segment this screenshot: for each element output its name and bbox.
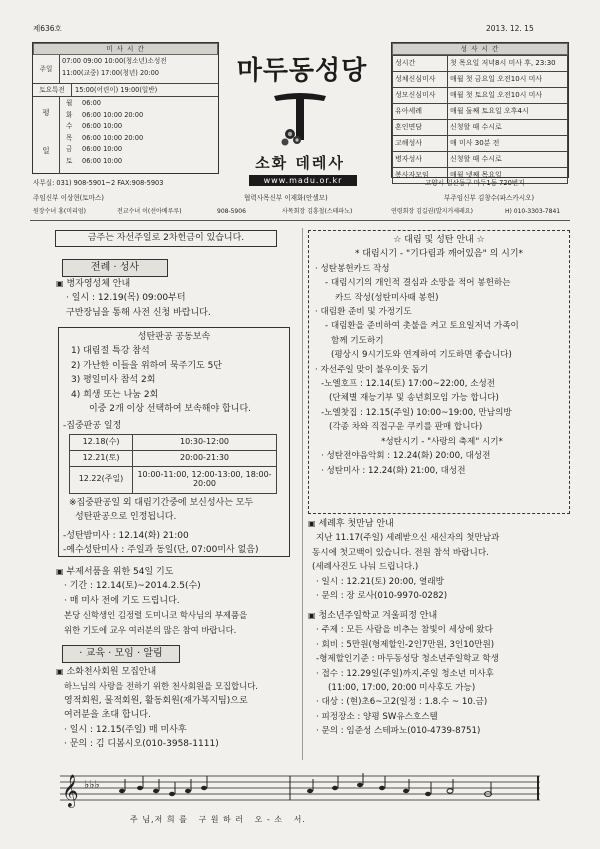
- schedule-table: [69, 434, 277, 494]
- advent-line: -노엘호프 : 12.14(토) 17:00~22:00, 소성전: [321, 379, 496, 390]
- section-liturgy-header: 전례 · 성사: [62, 259, 168, 277]
- youth-line: (11:00, 17:00, 20:00 미사후도 가능): [328, 683, 476, 694]
- youth-line: · 피정장소 : 양평 SW유스호스텔: [316, 711, 438, 722]
- advent-line: (평상시 9시기도와 연계하여 기도하면 좋습니다): [331, 350, 512, 361]
- christmas-day-mass: -예수성탄미사 : 주일과 동일(단, 07:00미사 없음): [63, 545, 259, 556]
- church-name: 마두동성당: [236, 56, 368, 86]
- issue-date: 2013. 12. 15: [486, 24, 534, 33]
- schedule-row: 12.18(수) 10:30-12:00: [70, 434, 277, 450]
- advent-line: -노엘찻집 : 12.15(주일) 10:00~19:00, 만남의방: [321, 407, 512, 418]
- advent-title: ☆ 대림 및 성탄 안내 ☆: [393, 235, 485, 245]
- diaconate-prayer-notice: [56, 565, 296, 637]
- baptism-line: 동시에 첫고백이 있습니다. 전원 참석 바랍니다.: [312, 547, 489, 558]
- advent-line: (각종 차와 직접구운 쿠키를 판매 합니다): [329, 422, 483, 433]
- advent-line: - 대림환을 준비하여 촛불을 켜고 토요일저녁 가족이: [325, 321, 519, 332]
- baptism-notice: [308, 517, 570, 603]
- weekday-block: [33, 97, 218, 174]
- sacraments-box: [391, 42, 569, 178]
- cross-logo: [270, 88, 330, 152]
- jubilee-footnote: 성탄판공으로 인정됩니다.: [75, 512, 177, 523]
- youth-title: 청소년주일학교 겨울피정 안내: [318, 611, 438, 621]
- schedule-row: 12.21(토) 20:00-21:30: [70, 450, 277, 466]
- issue-number: 제636호: [33, 24, 62, 33]
- sunday-label: 주일: [33, 55, 60, 83]
- mass-times-box: [32, 42, 219, 174]
- diaconate-line: · 매 미사 전에 기도 드립니다.: [64, 595, 180, 606]
- weekday-row: 토 06:00 10:00: [66, 156, 123, 165]
- saturday-times: 15:00(어린이) 19:00(일반): [75, 86, 158, 94]
- angels-line: · 문의 : 김 디봄시오(010-3958-1111): [64, 739, 219, 750]
- square-bullet-icon: ▣: [56, 279, 64, 288]
- advent-line: · 성탄전야음악회 : 12.24(화) 20:00, 대성전: [321, 451, 491, 462]
- jubilee-item: 2) 가난한 이들을 위하여 묵주기도 5단: [71, 360, 222, 371]
- music-staff: [60, 770, 540, 812]
- svg-text:♭♭♭: ♭♭♭: [84, 778, 100, 791]
- assistant-priest: 협력사목신부 이재화(안셀모): [244, 194, 328, 202]
- angels-title: 소화천사회원 모집안내: [66, 667, 157, 677]
- anointing-line: 구반장님을 통해 사전 신청 바랍니다.: [66, 307, 211, 318]
- column-divider: [302, 228, 303, 760]
- advent-line: · 자선주일 맞이 불우이웃 돕기: [315, 364, 429, 375]
- mass-times-title: 미 사 시 간: [33, 43, 218, 55]
- website-link[interactable]: www.madu.or.kr: [249, 175, 357, 186]
- angels-line: · 일시 : 12.15(주일) 매 미사후: [64, 724, 187, 735]
- sacrament-row: 고해성사 매 미사 30분 전: [393, 136, 568, 152]
- pastor: 주임신부 이상현(토마스): [33, 194, 104, 202]
- sacrament-row: 유아세례 매월 둘째 토요일 오후4시: [393, 104, 568, 120]
- church-patron: 소화 데레사: [255, 154, 345, 172]
- baptism-line: · 문의 : 장 로사(010-9970-0282): [316, 591, 448, 602]
- sunday-line: 07:00 09:00 10:00(청소년)소성전: [62, 57, 167, 65]
- anointing-title: 병자영성체 안내: [66, 279, 131, 289]
- sacrament-row: 혼인면담 신청할 때 수시로: [393, 120, 568, 136]
- angels-line: 영적회원, 물적회원, 활동회원(재가복지팀)으로: [64, 695, 248, 706]
- angels-line: 여러분을 초대 합니다.: [64, 710, 151, 721]
- sacrament-row: 봉사자모임 매월 넷째 목요일: [393, 168, 568, 184]
- diaconate-line: · 기간 : 12.14(토)~2014.2.5(수): [64, 581, 201, 592]
- sacrament-row: 성모신심미사 매월 첫 토요일 오전10시 미사: [393, 88, 568, 104]
- baptism-line: 지난 11.17(주일) 세례받으신 새신자의 첫만남과: [316, 533, 500, 544]
- jubilee-box: [58, 327, 290, 557]
- weekday-row: 목 06:00 10:00 20:00: [66, 133, 144, 142]
- sacraments-table: [392, 55, 568, 184]
- advent-line: 함께 기도하기: [331, 335, 384, 346]
- baptism-line: · 일시 : 12.21(토) 20:00, 열래방: [316, 576, 444, 587]
- advent-subtitle: * 대림시기 - "기다림과 깨어있음" 의 시기*: [354, 249, 524, 260]
- baptism-title: 세례후 첫만남 안내: [318, 519, 394, 529]
- svg-text:𝄞: 𝄞: [62, 774, 79, 807]
- associate-priest: 부주임신부 김창수(파스카시오): [444, 194, 535, 202]
- jubilee-footnote: ※집중판공일 외 대림기간중에 보신성사는 모두: [69, 497, 254, 508]
- sacrament-row: 성체신심미사 매월 첫 금요일 오전10시 미사: [393, 72, 568, 88]
- sacrament-row: 성시간 첫 목요일 저녁8시 미사 후, 23:30: [393, 56, 568, 72]
- anointing-line: · 일시 : 12.19(목) 09:00부터: [66, 293, 186, 304]
- funeral-president: 연령회장 김길권(발지거세레요): [391, 208, 473, 215]
- advent-line: 카드 작성(성탄미사때 봉헌): [335, 292, 439, 303]
- square-bullet-icon: ▣: [56, 567, 64, 576]
- advent-line: (단체별 재능기부 및 송년회모임 가능 합니다): [329, 393, 499, 404]
- youth-retreat-notice: [308, 609, 570, 739]
- youth-line: · 주제 : 모든 사람을 비추는 참빛이 세상에 왔다: [316, 625, 493, 636]
- square-bullet-icon: ▣: [308, 519, 316, 528]
- schedule-title: -집중판공 일정: [63, 421, 122, 432]
- header-divider: [30, 220, 570, 221]
- diaconate-line: 본당 신학생인 김정렬 도미니코 학사님의 부제품을: [64, 610, 248, 621]
- christmas-eve-mass: -성탄밤미사 : 12.14(화) 21:00: [63, 530, 189, 541]
- baptism-line: (세례사진도 나눠 드립니다.): [312, 562, 419, 573]
- mission-sister: 전교수녀 이(선아베루루): [117, 208, 182, 215]
- youth-line: · 회비 : 5만원(형제할인-2인7만원, 3인10만원): [316, 639, 495, 650]
- weekday-row: 월 06:00: [66, 99, 102, 107]
- superior-sister: 원장수녀 홍(미리엄): [33, 208, 86, 215]
- council-president: 사목회장 김흥철(스테파노): [282, 208, 353, 215]
- youth-line: -형제할인기준 : 마두동성당 청소년주일학교 학생: [316, 654, 499, 665]
- weekday-label-bottom: 일: [42, 146, 50, 155]
- weekday-row: 수 06:00 10:00: [66, 122, 123, 130]
- sunday-line: 11:00(교중) 17:00(청년) 20:00: [62, 68, 159, 77]
- square-bullet-icon: ▣: [308, 611, 316, 620]
- square-bullet-icon: ▣: [56, 667, 64, 676]
- advent-box: [308, 230, 570, 514]
- advent-line: · 대림환 준비 및 가정기도: [315, 307, 412, 318]
- sunday-row: [33, 55, 218, 84]
- office-contact: 사무실: 031) 908-5901~2 FAX:908-5903: [33, 179, 164, 187]
- angels-notice: [56, 665, 300, 751]
- anointing-notice: [56, 277, 296, 320]
- church-address: 고양시 일산동구 마두1동 720번지: [425, 179, 525, 187]
- jubilee-item: 4) 희생 또는 나눔 2회: [71, 389, 159, 400]
- hymn-lyrics: 주 님,저 희 를 구 원 하 러 오 - 소 서.: [130, 815, 306, 824]
- weekday-label-top: 평: [42, 108, 50, 117]
- jubilee-title: 성탄판공 공동보속: [137, 332, 211, 342]
- diaconate-line: 위한 기도에 교우 여러분의 많은 참여 바랍니다.: [64, 624, 237, 635]
- charity-notice: 금주는 자선주일로 2차헌금이 있습니다.: [55, 230, 277, 247]
- angels-line: 하느님의 사랑을 전하기 위한 천사회원을 모집합니다.: [64, 681, 258, 692]
- youth-line: · 대상 : (현)초6~고2(일정 : 1.8.수 ~ 10.금): [316, 697, 488, 708]
- sacrament-row: 병자성사 신청할 때 수시로: [393, 152, 568, 168]
- saturday-row: [33, 84, 218, 97]
- jubilee-note: 이중 2개 이상 선택하여 보속해야 합니다.: [89, 404, 251, 415]
- sister-phone: 908-5906: [217, 208, 246, 215]
- saturday-label: 토요특전: [33, 84, 72, 96]
- sacraments-title: 성 사 시 간: [392, 43, 568, 55]
- advent-line: · 성탄봉헌카드 작성: [315, 263, 390, 274]
- funeral-phone: H) 010-3303-7841: [505, 208, 561, 215]
- youth-line: · 접수 : 12.29일(주일)까지,주일 청소년 미사후: [316, 668, 494, 679]
- jubilee-item: 1) 대림절 특강 참석: [71, 346, 150, 357]
- advent-line: - 대림시기의 개인적 결심과 소망을 적어 봉헌하는: [325, 278, 511, 289]
- schedule-row: 12.22(주일) 10:00-11:00, 12:00-13:00, 18:00-20:00: [70, 466, 277, 493]
- weekday-row: 화 06:00 10:00 20:00: [66, 110, 144, 119]
- diaconate-title: 부제서품을 위한 54일 기도: [66, 567, 174, 577]
- advent-line: *성탄시기 - "사랑의 축제" 시기*: [381, 436, 503, 447]
- youth-line: · 문의 : 임준성 스테파노(010-4739-8751): [316, 726, 481, 737]
- advent-line: · 성탄미사 : 12.24(화) 21:00, 대성전: [321, 465, 466, 476]
- jubilee-item: 3) 평일미사 참석 2회: [71, 375, 156, 386]
- section-education-header: · 교육 · 모임 · 알림: [62, 645, 180, 663]
- weekday-row: 금 06:00 10:00: [66, 145, 123, 153]
